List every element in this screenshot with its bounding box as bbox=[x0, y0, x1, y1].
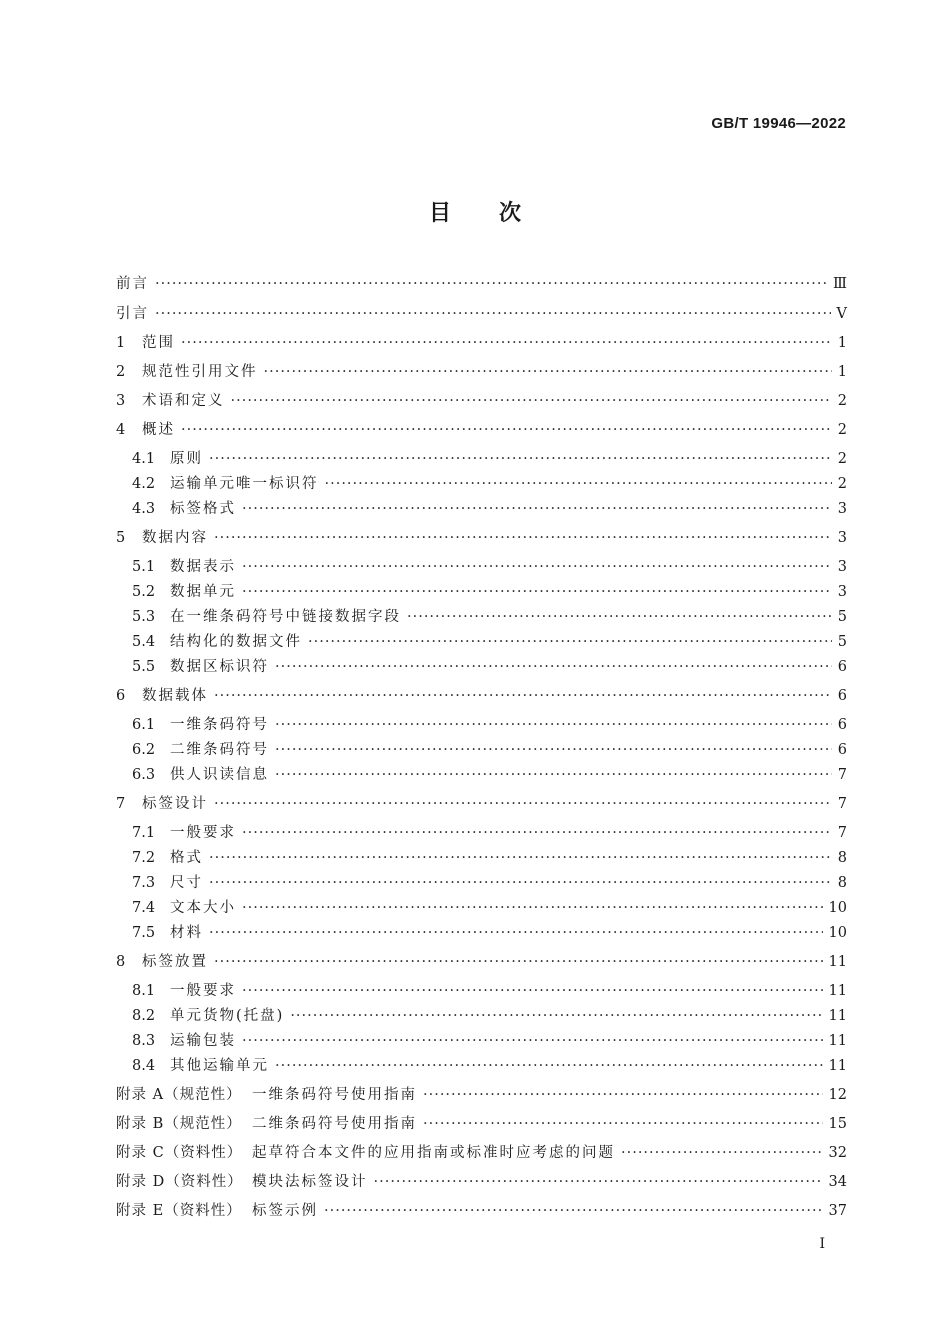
toc-leader-dots bbox=[275, 715, 832, 735]
toc-entry[interactable] bbox=[116, 848, 847, 868]
page-number: I bbox=[819, 1236, 825, 1252]
toc-title: 文本大小 bbox=[170, 900, 236, 916]
toc-number: 8 bbox=[116, 954, 126, 970]
toc-page-number: 2 bbox=[837, 451, 847, 467]
toc-entry[interactable] bbox=[116, 304, 847, 324]
toc-entry[interactable] bbox=[116, 1201, 847, 1221]
toc-leader-dots bbox=[242, 898, 823, 918]
toc-title: 一般要求 bbox=[170, 825, 236, 841]
toc-title: 运输包装 bbox=[170, 1033, 236, 1049]
toc-number: 5.5 bbox=[132, 659, 156, 675]
toc-leader-dots bbox=[214, 794, 832, 814]
toc-entry[interactable] bbox=[116, 952, 847, 972]
toc-page-number: 10 bbox=[828, 900, 847, 916]
toc-label bbox=[116, 528, 214, 548]
toc-leader-dots bbox=[242, 582, 832, 602]
toc-entry[interactable] bbox=[116, 274, 847, 294]
toc-page-number: 3 bbox=[837, 584, 847, 600]
toc-number: 2 bbox=[116, 364, 126, 380]
toc-number: 8.4 bbox=[132, 1058, 156, 1074]
toc-leader-dots bbox=[374, 1172, 823, 1192]
toc-entry[interactable] bbox=[116, 499, 847, 519]
toc-number: 6.1 bbox=[132, 717, 156, 733]
toc-page-number: Ⅲ bbox=[833, 276, 847, 292]
toc-title: 数据表示 bbox=[170, 559, 236, 575]
toc-title: 材料 bbox=[170, 925, 203, 941]
toc-page-number: 6 bbox=[837, 742, 847, 758]
toc-number: 8.3 bbox=[132, 1033, 156, 1049]
toc-label bbox=[132, 1031, 242, 1051]
toc-entry[interactable] bbox=[116, 362, 847, 382]
toc-title: 范围 bbox=[142, 335, 175, 351]
toc-title: 运输单元唯一标识符 bbox=[170, 476, 319, 492]
toc-label bbox=[116, 391, 231, 411]
toc-label bbox=[116, 1143, 621, 1163]
toc-page-number: 11 bbox=[828, 983, 847, 999]
toc-page-number: 3 bbox=[837, 559, 847, 575]
toc-label bbox=[132, 765, 275, 785]
toc-entry[interactable] bbox=[116, 1172, 847, 1192]
toc-number: 4 bbox=[116, 422, 126, 438]
toc-label bbox=[132, 873, 209, 893]
toc-number: 1 bbox=[116, 335, 126, 351]
toc-label bbox=[116, 362, 264, 382]
toc-entry[interactable] bbox=[116, 823, 847, 843]
toc-page-number: 6 bbox=[837, 659, 847, 675]
toc-label bbox=[132, 1056, 275, 1076]
title-char-1: 目 bbox=[428, 201, 451, 226]
toc-page-number: 2 bbox=[837, 393, 847, 409]
toc-page-number: 7 bbox=[837, 767, 847, 783]
toc-page-number: 11 bbox=[828, 1033, 847, 1049]
toc-number: 附录 B（规范性） bbox=[116, 1116, 242, 1132]
toc-number: 附录 E（资料性） bbox=[116, 1203, 242, 1219]
toc-entry[interactable] bbox=[116, 1143, 847, 1163]
toc-number: 6 bbox=[116, 688, 126, 704]
toc-label bbox=[132, 499, 242, 519]
toc-number: 6.2 bbox=[132, 742, 156, 758]
toc-label bbox=[132, 923, 209, 943]
toc-page-number: 11 bbox=[828, 1058, 847, 1074]
toc-number: 附录 D（资料性） bbox=[116, 1174, 243, 1190]
toc-entry[interactable] bbox=[116, 765, 847, 785]
toc-label bbox=[132, 557, 242, 577]
page-title bbox=[0, 196, 950, 227]
toc-number: 4.1 bbox=[132, 451, 156, 467]
toc-page-number: 3 bbox=[837, 530, 847, 546]
toc-number: 附录 C（资料性） bbox=[116, 1145, 243, 1161]
toc-leader-dots bbox=[324, 1201, 823, 1221]
toc-title: 标签格式 bbox=[170, 501, 236, 517]
toc-label bbox=[116, 952, 214, 972]
toc-title: 尺寸 bbox=[170, 875, 203, 891]
toc-number: 4.3 bbox=[132, 501, 156, 517]
toc-label bbox=[116, 1172, 374, 1192]
toc-entry[interactable] bbox=[116, 528, 847, 548]
toc-page-number: 3 bbox=[837, 501, 847, 517]
toc-number: 7.4 bbox=[132, 900, 156, 916]
toc-label bbox=[132, 449, 209, 469]
toc-number: 8.1 bbox=[132, 983, 156, 999]
toc-number: 7.2 bbox=[132, 850, 156, 866]
toc-leader-dots bbox=[209, 848, 832, 868]
toc-title: 起草符合本文件的应用指南或标准时应考虑的问题 bbox=[252, 1145, 615, 1161]
toc-page-number: 10 bbox=[828, 925, 847, 941]
toc-entry[interactable] bbox=[116, 898, 847, 918]
toc-title: 标签放置 bbox=[142, 954, 208, 970]
toc-title: 结构化的数据文件 bbox=[170, 634, 302, 650]
toc-page-number: 5 bbox=[837, 609, 847, 625]
table-of-contents bbox=[116, 274, 847, 1219]
toc-number: 附录 A（规范性） bbox=[116, 1087, 242, 1103]
toc-entry[interactable] bbox=[116, 557, 847, 577]
toc-entry[interactable] bbox=[116, 582, 847, 602]
toc-leader-dots bbox=[242, 557, 832, 577]
toc-page-number: 8 bbox=[837, 875, 847, 891]
toc-page-number: 37 bbox=[828, 1203, 847, 1219]
toc-label bbox=[132, 632, 308, 652]
toc-title: 概述 bbox=[142, 422, 175, 438]
toc-title: 标签设计 bbox=[142, 796, 208, 812]
toc-label bbox=[116, 304, 155, 324]
toc-leader-dots bbox=[231, 391, 832, 411]
toc-leader-dots bbox=[275, 1056, 823, 1076]
toc-leader-dots bbox=[407, 607, 832, 627]
toc-entry[interactable] bbox=[116, 391, 847, 411]
toc-number: 5.1 bbox=[132, 559, 156, 575]
toc-label bbox=[116, 1085, 423, 1105]
toc-entry[interactable] bbox=[116, 981, 847, 1001]
toc-page-number: Ⅴ bbox=[836, 306, 847, 322]
toc-entry[interactable] bbox=[116, 740, 847, 760]
toc-title: 数据内容 bbox=[142, 530, 208, 546]
toc-title: 术语和定义 bbox=[142, 393, 225, 409]
toc-page-number: 6 bbox=[837, 717, 847, 733]
toc-label bbox=[116, 1201, 324, 1221]
toc-title: 数据单元 bbox=[170, 584, 236, 600]
toc-label bbox=[132, 823, 242, 843]
toc-entry[interactable] bbox=[116, 449, 847, 469]
toc-title: 规范性引用文件 bbox=[142, 364, 258, 380]
toc-leader-dots bbox=[325, 474, 832, 494]
toc-title: 一维条码符号使用指南 bbox=[252, 1087, 417, 1103]
toc-label bbox=[132, 474, 325, 494]
toc-entry[interactable] bbox=[116, 333, 847, 353]
toc-label bbox=[116, 274, 155, 294]
toc-entry[interactable] bbox=[116, 686, 847, 706]
toc-title: 二维条码符号使用指南 bbox=[252, 1116, 417, 1132]
toc-entry[interactable] bbox=[116, 420, 847, 440]
toc-leader-dots bbox=[214, 686, 832, 706]
toc-leader-dots bbox=[209, 923, 823, 943]
toc-page-number: 32 bbox=[828, 1145, 847, 1161]
toc-page-number: 2 bbox=[837, 422, 847, 438]
toc-entry[interactable] bbox=[116, 1056, 847, 1076]
toc-title: 标签示例 bbox=[252, 1203, 318, 1219]
toc-number: 7.1 bbox=[132, 825, 156, 841]
toc-leader-dots bbox=[155, 304, 831, 324]
toc-title: 在一维条码符号中链接数据字段 bbox=[170, 609, 401, 625]
toc-page-number: 1 bbox=[837, 335, 847, 351]
toc-label bbox=[132, 715, 275, 735]
toc-leader-dots bbox=[423, 1114, 823, 1134]
toc-entry[interactable] bbox=[116, 715, 847, 735]
toc-leader-dots bbox=[290, 1006, 822, 1026]
toc-title: 二维条码符号 bbox=[170, 742, 269, 758]
toc-page-number: 7 bbox=[837, 796, 847, 812]
toc-leader-dots bbox=[209, 449, 832, 469]
toc-entry[interactable] bbox=[116, 1006, 847, 1026]
toc-label bbox=[132, 582, 242, 602]
toc-entry[interactable] bbox=[116, 1085, 847, 1105]
toc-title: 格式 bbox=[170, 850, 203, 866]
toc-leader-dots bbox=[308, 632, 832, 652]
toc-number: 7.5 bbox=[132, 925, 156, 941]
toc-leader-dots bbox=[242, 823, 832, 843]
toc-page-number: 11 bbox=[828, 1008, 847, 1024]
toc-number: 6.3 bbox=[132, 767, 156, 783]
toc-number: 5.4 bbox=[132, 634, 156, 650]
toc-leader-dots bbox=[275, 740, 832, 760]
toc-leader-dots bbox=[214, 528, 832, 548]
toc-leader-dots bbox=[181, 420, 832, 440]
toc-title: 引言 bbox=[116, 306, 149, 322]
toc-leader-dots bbox=[242, 499, 832, 519]
toc-leader-dots bbox=[214, 952, 823, 972]
standard-number: GB/T 19946—2022 bbox=[711, 115, 846, 132]
toc-title: 一般要求 bbox=[170, 983, 236, 999]
toc-page-number: 11 bbox=[828, 954, 847, 970]
toc-entry[interactable] bbox=[116, 607, 847, 627]
toc-page-number: 2 bbox=[837, 476, 847, 492]
toc-entry[interactable] bbox=[116, 1114, 847, 1134]
toc-page-number: 5 bbox=[837, 634, 847, 650]
toc-title: 其他运输单元 bbox=[170, 1058, 269, 1074]
toc-page-number: 15 bbox=[828, 1116, 847, 1132]
toc-entry[interactable] bbox=[116, 923, 847, 943]
toc-leader-dots bbox=[242, 981, 823, 1001]
toc-number: 7 bbox=[116, 796, 126, 812]
toc-leader-dots bbox=[275, 765, 832, 785]
toc-label bbox=[132, 607, 407, 627]
toc-page-number: 7 bbox=[837, 825, 847, 841]
toc-label bbox=[116, 794, 214, 814]
toc-entry[interactable] bbox=[116, 632, 847, 652]
toc-entry[interactable] bbox=[116, 474, 847, 494]
toc-title: 原则 bbox=[170, 451, 203, 467]
toc-entry[interactable] bbox=[116, 873, 847, 893]
toc-entry[interactable] bbox=[116, 1031, 847, 1051]
toc-label bbox=[132, 1006, 290, 1026]
toc-title: 一维条码符号 bbox=[170, 717, 269, 733]
toc-leader-dots bbox=[155, 274, 827, 294]
toc-title: 数据区标识符 bbox=[170, 659, 269, 675]
toc-number: 7.3 bbox=[132, 875, 156, 891]
toc-label bbox=[116, 686, 214, 706]
toc-page-number: 12 bbox=[828, 1087, 847, 1103]
toc-page-number: 6 bbox=[837, 688, 847, 704]
toc-entry[interactable] bbox=[116, 794, 847, 814]
toc-label bbox=[132, 740, 275, 760]
toc-leader-dots bbox=[621, 1143, 823, 1163]
toc-leader-dots bbox=[181, 333, 832, 353]
toc-title: 供人识读信息 bbox=[170, 767, 269, 783]
toc-title: 模块法标签设计 bbox=[252, 1174, 368, 1190]
toc-number: 5.2 bbox=[132, 584, 156, 600]
toc-label bbox=[132, 981, 242, 1001]
toc-leader-dots bbox=[264, 362, 832, 382]
toc-page-number: 34 bbox=[828, 1174, 847, 1190]
toc-page-number: 8 bbox=[837, 850, 847, 866]
toc-label bbox=[116, 1114, 423, 1134]
toc-title: 单元货物(托盘) bbox=[170, 1008, 285, 1024]
toc-number: 8.2 bbox=[132, 1008, 156, 1024]
toc-leader-dots bbox=[423, 1085, 823, 1105]
toc-page-number: 1 bbox=[837, 364, 847, 380]
toc-label bbox=[132, 848, 209, 868]
toc-leader-dots bbox=[242, 1031, 823, 1051]
toc-label bbox=[132, 898, 242, 918]
toc-label bbox=[116, 420, 181, 440]
toc-entry[interactable] bbox=[116, 657, 847, 677]
toc-label bbox=[116, 333, 181, 353]
toc-title: 数据载体 bbox=[142, 688, 208, 704]
toc-label bbox=[132, 657, 275, 677]
toc-number: 4.2 bbox=[132, 476, 156, 492]
toc-leader-dots bbox=[275, 657, 832, 677]
title-char-2: 次 bbox=[499, 201, 522, 226]
toc-number: 5 bbox=[116, 530, 126, 546]
toc-number: 5.3 bbox=[132, 609, 156, 625]
toc-number: 3 bbox=[116, 393, 126, 409]
toc-leader-dots bbox=[209, 873, 832, 893]
toc-title: 前言 bbox=[116, 276, 149, 292]
